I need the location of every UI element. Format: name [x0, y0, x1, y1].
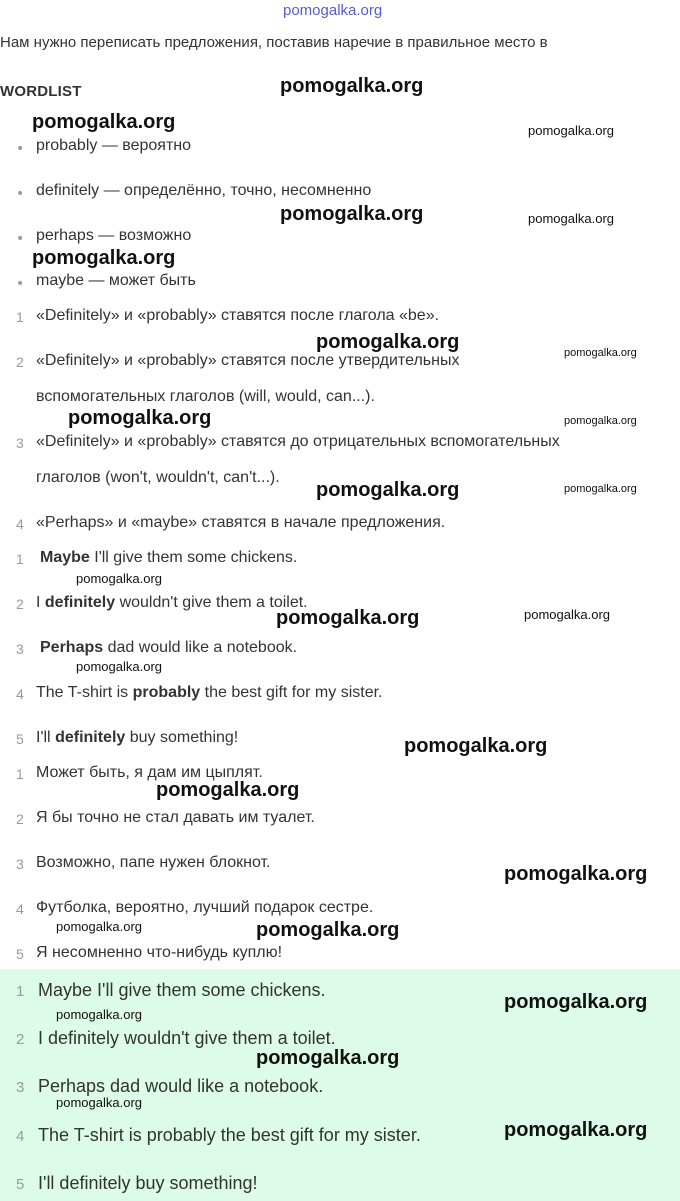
rule-text: «Definitely» и «probably» ставятся после глагола «be». [36, 307, 440, 324]
watermark: pomogalka.org [56, 1007, 142, 1022]
answer-number: 3 [16, 641, 24, 657]
list-item: maybe — может быть [36, 272, 196, 289]
watermark: pomogalka.org [524, 607, 610, 622]
translation-number: 3 [16, 856, 24, 872]
rule-number: 1 [16, 309, 24, 325]
final-answer-text: Perhaps dad would like a notebook. [38, 1076, 324, 1096]
rule-text: глаголов (won't, wouldn't, can't...). [36, 469, 280, 486]
watermark: pomogalka.org [276, 607, 420, 629]
watermark: pomogalka.org [56, 1095, 142, 1110]
site-link[interactable]: pomogalka.org [283, 2, 383, 19]
rule-text: «Definitely» и «probably» ставятся до отрицательных вспомогательных [36, 433, 560, 450]
watermark: pomogalka.org [528, 123, 614, 138]
answer-number: 2 [16, 596, 24, 612]
watermark: pomogalka.org [316, 331, 460, 353]
rule-text: «Perhaps» и «maybe» ставятся в начале предложения. [36, 514, 446, 531]
translation-number: 5 [16, 946, 24, 962]
watermark: pomogalka.org [528, 211, 614, 226]
answer-text: Perhaps dad would like a notebook. [40, 639, 298, 656]
watermark: pomogalka.org [256, 919, 400, 941]
watermark: pomogalka.org [68, 407, 212, 429]
final-answer-text: The T-shirt is probably the best gift for my sister. [38, 1125, 421, 1145]
watermark: pomogalka.org [504, 1119, 648, 1141]
watermark: pomogalka.org [504, 863, 648, 885]
translation-text: Может быть, я дам им цыплят. [36, 764, 263, 781]
intro-text: Нам нужно переписать предложения, поставив наречие в правильное место в [0, 34, 548, 51]
answer-text: The T-shirt is probably the best gift for my sister. [36, 684, 383, 701]
final-answer-text: I definitely wouldn't give them a toilet. [38, 1028, 336, 1048]
watermark: pomogalka.org [404, 735, 548, 757]
watermark: pomogalka.org [256, 1047, 400, 1069]
translation-text: Футболка, вероятно, лучший подарок сестре. [36, 899, 374, 916]
list-bullet: • [16, 141, 25, 157]
watermark: pomogalka.org [564, 483, 637, 495]
watermark: pomogalka.org [32, 111, 176, 133]
rule-text: «Definitely» и «probably» ставятся после утвердительных [36, 352, 460, 369]
watermark: pomogalka.org [76, 659, 162, 674]
watermark: pomogalka.org [32, 247, 176, 269]
list-bullet: • [16, 231, 25, 247]
watermark: pomogalka.org [76, 571, 162, 586]
translation-text: Я бы точно не стал давать им туалет. [36, 809, 315, 826]
translation-number: 1 [16, 766, 24, 782]
watermark: pomogalka.org [564, 347, 637, 359]
watermark: pomogalka.org [156, 779, 300, 801]
rule-number: 4 [16, 516, 24, 532]
watermark: pomogalka.org [316, 479, 460, 501]
watermark: pomogalka.org [504, 991, 648, 1013]
list-item: perhaps — возможно [36, 227, 192, 244]
watermark: pomogalka.org [56, 919, 142, 934]
final-answer-text: Maybe I'll give them some chickens. [38, 980, 326, 1000]
watermark: pomogalka.org [564, 415, 637, 427]
answer-text: I definitely wouldn't give them a toilet. [36, 594, 308, 611]
translation-text: Я несомненно что-нибудь куплю! [36, 944, 283, 961]
final-answer-number: 1 [16, 983, 25, 1000]
list-item: definitely — определённо, точно, несомненно [36, 182, 372, 199]
final-answer-number: 2 [16, 1031, 25, 1048]
watermark: pomogalka.org [280, 75, 424, 97]
translation-text: Возможно, папе нужен блокнот. [36, 854, 271, 871]
final-answer-number: 5 [16, 1176, 25, 1193]
translation-number: 4 [16, 901, 24, 917]
wordlist-title: WORDLIST [0, 83, 82, 100]
answer-number: 4 [16, 686, 24, 702]
rule-text: вспомогательных глаголов (will, would, can...). [36, 388, 375, 405]
final-answer-number: 4 [16, 1128, 25, 1145]
translation-number: 2 [16, 811, 24, 827]
final-answer-number: 3 [16, 1079, 25, 1096]
list-item: probably — вероятно [36, 137, 192, 154]
final-answer-text: I'll definitely buy something! [38, 1173, 258, 1193]
list-bullet: • [16, 276, 25, 292]
answer-number: 1 [16, 551, 24, 567]
list-bullet: • [16, 186, 25, 202]
answer-text: Maybe I'll give them some chickens. [40, 549, 298, 566]
answer-number: 5 [16, 731, 24, 747]
rule-number: 2 [16, 354, 24, 370]
watermark: pomogalka.org [280, 203, 424, 225]
rule-number: 3 [16, 435, 24, 451]
answer-text: I'll definitely buy something! [36, 729, 239, 746]
